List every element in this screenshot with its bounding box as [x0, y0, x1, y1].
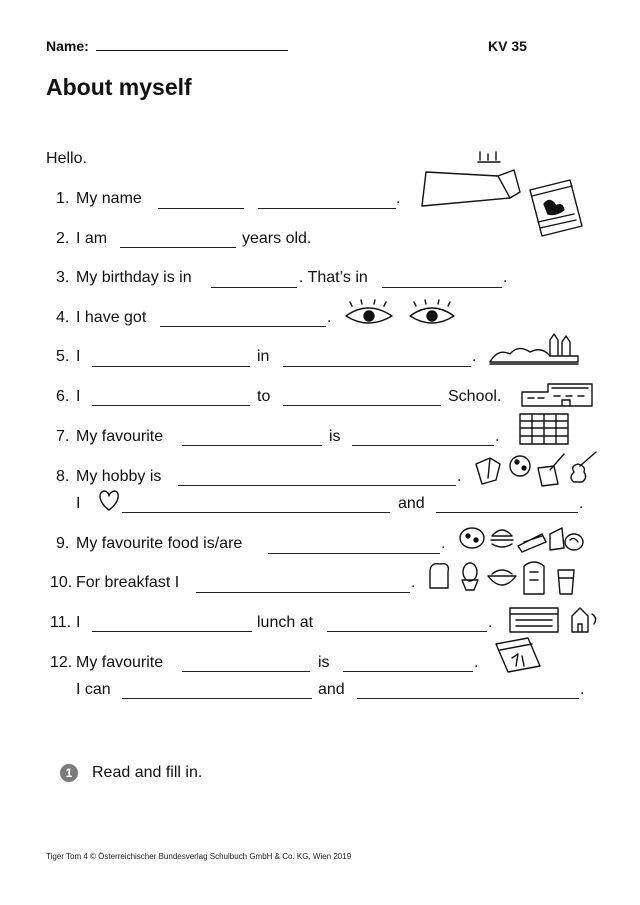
item-9-blank[interactable]	[268, 553, 440, 554]
item-11-blank-1[interactable]	[92, 631, 252, 632]
item-9-period: .	[441, 535, 446, 552]
item-5-period: .	[472, 348, 477, 365]
item-12-period-1: .	[474, 654, 479, 671]
item-2-text-end: years old.	[242, 230, 312, 247]
item-12-blank-2[interactable]	[343, 671, 473, 672]
item-6-number: 6.	[56, 388, 70, 405]
item-5-blank-1[interactable]	[92, 366, 250, 367]
item-11-text-mid: lunch at	[257, 614, 314, 631]
item-6-text-mid: to	[257, 388, 271, 405]
item-9-text: My favourite food is/are	[76, 535, 243, 552]
item-1-blank-2[interactable]	[258, 208, 396, 209]
item-6-text-end: School.	[448, 388, 502, 405]
item-6-blank-2[interactable]	[283, 405, 441, 406]
eye-icon	[346, 300, 392, 323]
calendar-page-icon	[494, 636, 544, 674]
item-10-text: For breakfast I	[76, 574, 180, 591]
footer-copyright: Tiger Tom 4 © Österreichischer Bundesverlag Schulbuch GmbH & Co. KG, Wien 2019	[46, 852, 352, 861]
item-12-blank-4[interactable]	[357, 698, 579, 699]
pizza-icon	[460, 528, 484, 548]
item-1-text: My name	[76, 190, 142, 207]
hobby-icons	[474, 450, 602, 490]
item-3-text-mid: . That’s in	[299, 269, 368, 286]
item-12-period-2: .	[580, 681, 585, 698]
item-8-blank-2[interactable]	[122, 512, 390, 513]
item-8-text: My hobby is	[76, 468, 162, 485]
item-2-blank[interactable]	[120, 247, 236, 248]
item-5-number: 5.	[56, 348, 70, 365]
instruction-number: 1	[60, 764, 78, 782]
item-3-number: 3.	[56, 269, 70, 286]
item-7-text: My favourite	[76, 428, 164, 445]
calendar-icon	[526, 176, 586, 238]
item-5-blank-2[interactable]	[283, 366, 471, 367]
item-6-blank-1[interactable]	[92, 405, 250, 406]
instruction-text: Read and fill in.	[92, 764, 203, 781]
item-1-blank-1[interactable]	[158, 208, 244, 209]
item-5-text-mid: in	[257, 348, 270, 365]
item-8-blank-1[interactable]	[178, 485, 456, 486]
item-12-text-mid: is	[318, 654, 330, 671]
item-8-text-mid: and	[398, 495, 425, 512]
item-3-blank-1[interactable]	[211, 287, 297, 288]
toast-icon	[430, 564, 448, 588]
name-label: Name:	[46, 38, 89, 54]
food-icons	[458, 520, 584, 554]
item-7-period: .	[495, 428, 500, 445]
town-icon	[488, 332, 580, 366]
book-icon	[476, 458, 500, 484]
item-2-number: 2.	[56, 230, 70, 247]
item-7-number: 7.	[56, 428, 70, 445]
worksheet-code: KV 35	[488, 38, 527, 54]
item-2-text: I am	[76, 230, 108, 247]
item-1-period: .	[396, 190, 401, 207]
violin-icon	[571, 452, 596, 482]
item-11-blank-2[interactable]	[327, 631, 487, 632]
name-field[interactable]	[96, 50, 288, 51]
item-3-blank-2[interactable]	[382, 287, 502, 288]
greeting: Hello.	[46, 150, 87, 167]
item-5-text: I	[76, 348, 81, 365]
item-10-period: .	[411, 574, 416, 591]
name-card-icon	[418, 150, 522, 210]
burger-icon	[491, 530, 513, 547]
spaghetti-icon	[565, 534, 583, 550]
item-12-text: My favourite	[76, 654, 164, 671]
canteen-icon	[510, 608, 558, 632]
home-icon	[572, 608, 596, 632]
item-9-number: 9.	[56, 535, 70, 552]
item-8-blank-3[interactable]	[436, 512, 578, 513]
item-10-blank[interactable]	[196, 592, 410, 593]
item-6-text: I	[76, 388, 81, 405]
item-8-period-2: .	[579, 495, 584, 512]
item-8-text-2: I	[76, 495, 81, 512]
item-4-text: I have got	[76, 309, 147, 326]
eye-icon	[410, 300, 454, 323]
item-4-period: .	[327, 309, 332, 326]
heart-icon	[96, 488, 122, 512]
item-3-text: My birthday is in	[76, 269, 192, 286]
item-12-blank-1[interactable]	[182, 671, 310, 672]
eye-icons	[344, 302, 456, 330]
painting-icon	[538, 454, 564, 486]
item-11-period: .	[488, 614, 493, 631]
egg-icon	[462, 563, 478, 590]
item-10-number: 10.	[50, 574, 73, 591]
item-7-blank-1[interactable]	[182, 445, 322, 446]
item-4-blank[interactable]	[160, 326, 326, 327]
bread-icon	[524, 562, 544, 594]
item-4-number: 4.	[56, 309, 70, 326]
ball-icon	[510, 456, 530, 476]
item-12-text-and: and	[318, 681, 345, 698]
cake-icon	[550, 528, 564, 550]
item-12-blank-3[interactable]	[122, 698, 312, 699]
item-7-blank-2[interactable]	[352, 445, 494, 446]
item-11-number: 11.	[50, 614, 72, 631]
item-12-number: 12.	[50, 654, 73, 671]
item-8-period-1: .	[457, 468, 462, 485]
item-7-text-mid: is	[329, 428, 341, 445]
breakfast-icons	[426, 558, 582, 596]
item-1-number: 1.	[56, 190, 70, 207]
item-3-period: .	[503, 269, 508, 286]
lunch-icons	[508, 604, 600, 634]
school-icon	[518, 378, 596, 408]
item-11-text: I	[76, 614, 81, 631]
glass-icon	[558, 570, 574, 594]
timetable-icon	[518, 412, 570, 446]
cereal-icon	[488, 570, 516, 585]
item-12-text-2: I can	[76, 681, 111, 698]
sandwich-icon	[518, 534, 546, 552]
page-title: About myself	[46, 74, 192, 100]
item-8-number: 8.	[56, 468, 70, 485]
